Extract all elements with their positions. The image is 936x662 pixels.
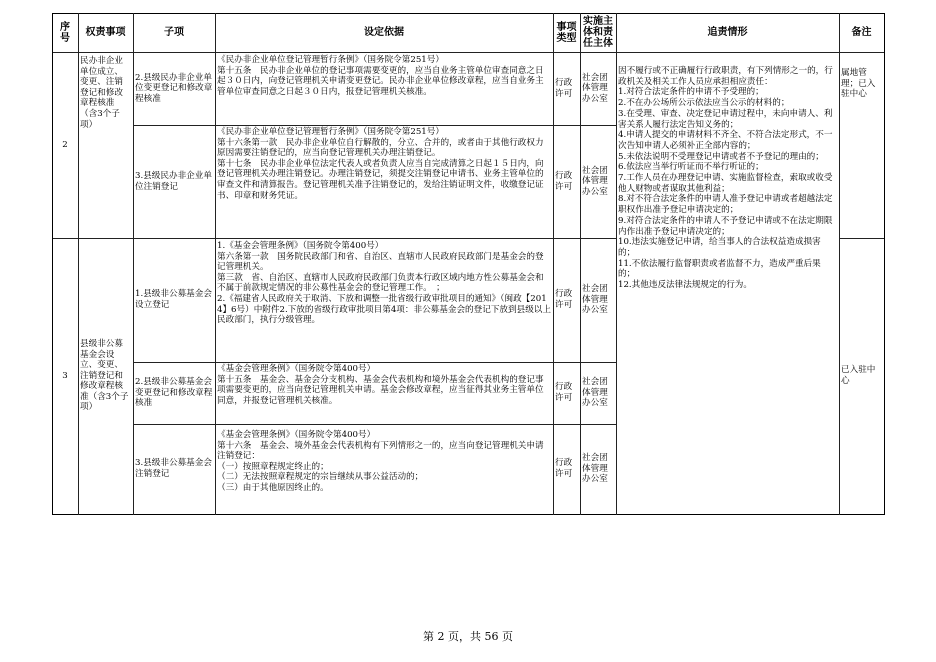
grid-col-6 <box>616 13 617 515</box>
grid-row-boundary-left <box>52 238 616 239</box>
row-3-sub-3-name <box>133 424 215 514</box>
row-2-sub-2-name-text: 3.县级民办非企业单位注销登记 <box>135 170 212 192</box>
grid-col-5 <box>580 13 581 515</box>
row-3-sub-1-name-text: 1.县级非公募基金会设立登记 <box>135 289 212 310</box>
row-3-item <box>78 238 133 514</box>
row-2-sub-1-type-text: 行政许可 <box>555 77 573 99</box>
row-3-sub-3-type <box>553 424 580 514</box>
row-3-sub-2-type-text: 行政许可 <box>555 382 573 403</box>
row-3-sub-1-basis: 1.《基金会管理条例》（国务院令第400号） 第六条第一款 国务院民政部门和省、自治区、直辖市人民政府民政部门是基金会的登记管理机关。 第三款 省、自治区、直辖市人民政府民政部门负责本行政区域内地方性公募基金会和不属于前款规定情况的非公募性基金会的登记管理工作。 ； 2.《福建省人民政府关于取消、下放和调整一批省级行政审批项目的通知》（闽政【2014】6号）中附件2.下放的省级行政审批项目第4项：非公募基金会的登记下放到县级以上民政部门，执行分级管理。 <box>217 241 551 326</box>
row-2-sub-2-type-text: 行政许可 <box>555 170 573 192</box>
header-remark: 备注 <box>851 27 872 38</box>
grid-top <box>52 13 885 14</box>
row-3-sub-3-basis: 《基金会管理条例》（国务院令第400号） 第十六条 基金会、境外基金会代表机构有下列情形之一的，应当向登记管理机关申请注销登记： （一）按照章程规定终止的； （二）无法按照章程规定的宗旨继续从事公益活动的； （三）由于其他原因终止的。 <box>217 430 544 493</box>
grid-col-8 <box>884 13 885 515</box>
row-3-sub-3-name-text: 3.县级非公募基金会注销登记 <box>135 458 212 479</box>
header-basis: 设定依据 <box>364 27 404 38</box>
row-2-sub-2-subject <box>580 125 616 238</box>
header-subitem: 子项 <box>164 27 184 38</box>
row-3-sub-3-subject-text: 社会团体管理办公室 <box>582 453 608 485</box>
row-3-remark <box>839 238 884 514</box>
row-2-sub-2-name <box>133 125 215 238</box>
liability-text: 因不履行或不正确履行行政职责，有下列情形之一的，行政机关及相关工作人员应承担相应责任： 1.对符合法定条件的申请不予受理的； 2.不在办公场所公示依法应当公示的材料的； 3.在受理、审查、决定登记申请过程中，未向申请人、利害关系人履行法定告知义务的； 4.申请人提交的申请材料不齐全、不符合法定形式，不一次告知申请人必须补正全部内容的； 5.未依法说明不受理登记申请或者不予登记的理由的； 6.依法应当举行听证而不举行听证的； 7.工作人员在办理登记申请、实施监督检查，索取或收受他人财物或者谋取其他利益； 8.对不符合法定条件的申请人准予登记申请或者超越法定职权作出准予登记申请决定的； 9.对符合法定条件的申请人不予登记申请或不在法定期限内作出准予登记申请决定的； 10.违法实施登记申请，给当事人的合法权益造成损害的； 11.不依法履行监督职责或者监督不力，造成严重后果的； 12.其他违反法律法规规定的行为。 <box>618 66 833 291</box>
row-3-sub-3-subject <box>580 424 616 514</box>
row-3-sub-1-name <box>133 238 215 362</box>
header-seq: 序 号 <box>60 21 70 44</box>
row-3-sub-1-type <box>553 238 580 362</box>
grid-col-7 <box>839 13 840 515</box>
row-3-sub-2-name <box>133 362 215 424</box>
row-2-sub-1-basis: 《民办非企业单位登记管理暂行条例》（国务院令第251号） 第十五条 民办非企业单位的登记事项需要变更的，应当自业务主管单位审查同意之日起３０日内，向登记管理机关申请变更登记。民办非企业单位修改章程，应当自业务主管单位审查同意之日起３０日内，报登记管理机关核准。 <box>217 55 544 97</box>
grid-row3-split-1 <box>133 362 616 363</box>
row-2-sub-1-subject-text: 社会团体管理办公室 <box>582 72 608 104</box>
header-item: 权责事项 <box>85 27 126 38</box>
row-3-sub-1-subject <box>580 238 616 362</box>
row-2-sub-1-name-text: 2.县级民办非企业单位变更登记和修改章程核准 <box>135 72 213 104</box>
grid-row2-split <box>133 125 616 126</box>
row-3-sub-3-type-text: 行政许可 <box>555 458 573 479</box>
grid-row3-split-2 <box>133 424 616 425</box>
row-3-sub-1-type-text: 行政许可 <box>555 289 573 310</box>
row-3-item-text: 县级非公募基金会设立、变更、注销登记和修改章程核准（含3个子项） <box>80 338 129 413</box>
grid-row-boundary-right <box>839 238 885 239</box>
row-3-sub-1-subject-text: 社会团体管理办公室 <box>582 284 608 316</box>
row-3-sub-2-basis: 《基金会管理条例》（国务院令第400号） 第十五条 基金会、基金会分支机构、基金会代表机构和境外基金会代表机构的登记事项需要变更的，应当向登记管理机关申请。基金会修改章程，应当征得其业务主管单位同意，并报登记管理机关核准。 <box>217 364 544 406</box>
row-2-sub-2-basis: 《民办非企业单位登记管理暂行条例》（国务院令第251号） 第十六条第一款 民办非企业单位自行解散的，分立、合并的，或者由于其他行政权力原因需要注销登记的，应当向登记管理机关办理注销登记。 第十七条 民办非企业单位法定代表人或者负责人应当自完成清算之日起１５日内，向登记管理机关办理注销登记。办理注销登记，须提交注销登记申请书、业务主管单位的审查文件和清算报告。登记管理机关准予注销登记的，发给注销证明文件，收缴登记证书、印章和财务凭证。 <box>217 127 544 201</box>
grid-bottom <box>52 514 885 515</box>
row-3-sub-2-subject-text: 社会团体管理办公室 <box>582 377 608 409</box>
grid-col-4 <box>553 13 554 515</box>
row-2-sub-1-type <box>553 52 580 125</box>
row-2-sub-1-name <box>133 52 215 125</box>
row-3-sub-2-name-text: 2.县级非公募基金会变更登记和修改章程核准 <box>135 377 213 409</box>
row-2-item: 民办非企业单位成立、变更、注销登记和修改章程核准（含3个子项） <box>80 56 123 130</box>
row-2-sub-1-subject <box>580 52 616 125</box>
row-3-seq: 3 <box>62 370 68 381</box>
row-2-sub-2-subject-text: 社会团体管理办公室 <box>582 165 608 197</box>
page-number: 第 2 页，共 56 页 <box>423 630 513 643</box>
row-2-remark: 属地管理；已入驻中心 <box>841 68 876 100</box>
row-3-sub-2-subject <box>580 362 616 424</box>
header-type: 事项 类型 <box>556 21 577 44</box>
grid-col-1 <box>78 13 79 515</box>
grid-col-0 <box>52 13 53 515</box>
row-3-remark-text: 已入驻中心 <box>841 365 876 386</box>
grid-header-bottom <box>52 52 885 53</box>
grid-col-3 <box>215 13 216 515</box>
header-subject: 实施主 体和责 任主体 <box>583 16 613 49</box>
grid-col-2 <box>133 13 134 515</box>
header-liability: 追责情形 <box>707 27 748 38</box>
row-3-sub-2-type <box>553 362 580 424</box>
row-2-seq: 2 <box>62 139 68 150</box>
row-2-sub-2-type <box>553 125 580 238</box>
